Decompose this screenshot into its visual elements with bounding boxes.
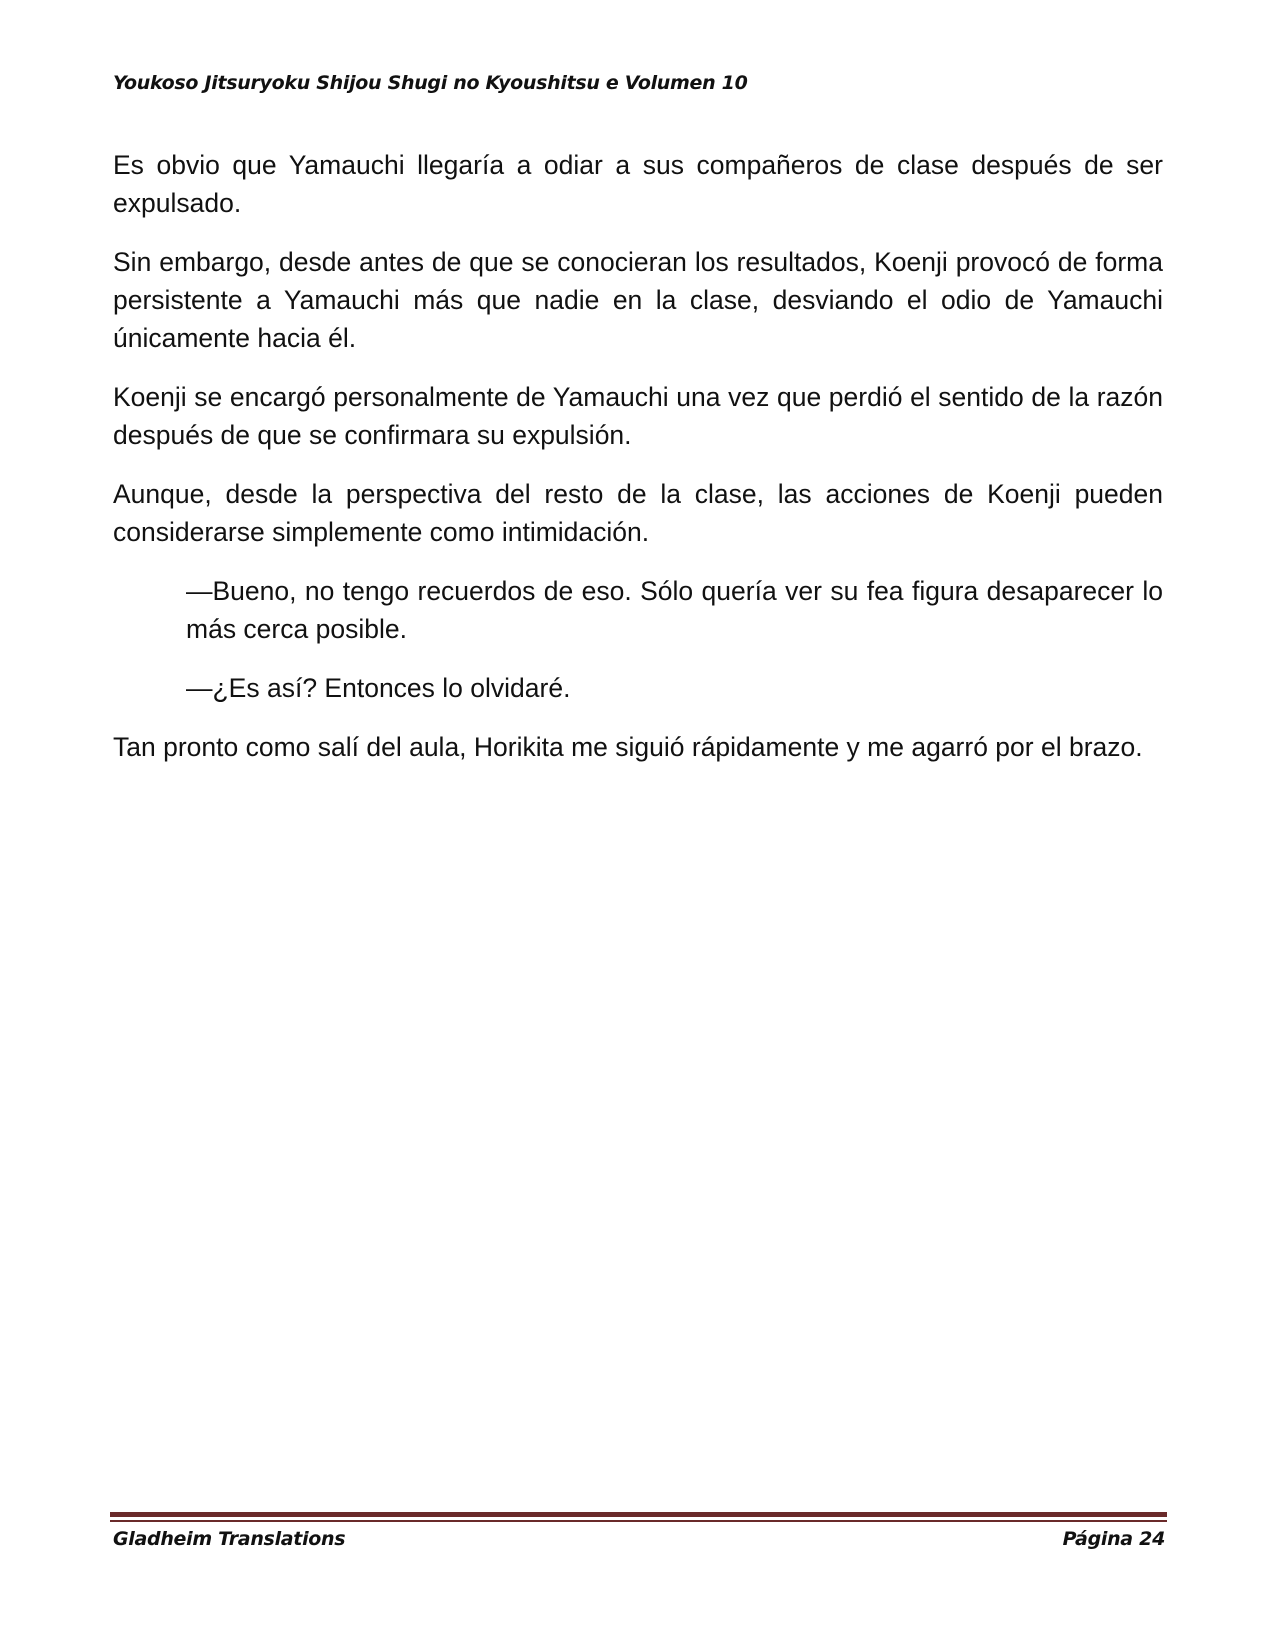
footer-publisher: Gladheim Translations <box>113 1528 346 1550</box>
page-body <box>113 146 1163 787</box>
page-number: Página 24 <box>1062 1528 1165 1550</box>
body-paragraph: Tan pronto como salí del aula, Horikita me siguió rápidamente y me agarró por el brazo. <box>113 732 1143 762</box>
body-paragraph: Es obvio que Yamauchi llegaría a odiar a sus compañeros de clase después de ser expulsado. <box>113 150 1163 218</box>
footer-divider <box>110 1512 1167 1517</box>
running-header: Youkoso Jitsuryoku Shijou Shugi no Kyoushitsu e Volumen 10 <box>113 72 748 94</box>
dialogue-line: —¿Es así? Entonces lo olvidaré. <box>186 673 571 703</box>
footer-divider-thin <box>110 1520 1167 1522</box>
body-paragraph: Sin embargo, desde antes de que se conocieran los resultados, Koenji provocó de forma persistente a Yamauchi más que nadie en la clase, desviando el odio de Yamauchi únicamente hacia él. <box>113 247 1163 353</box>
body-paragraph: Koenji se encargó personalmente de Yamauchi una vez que perdió el sentido de la razón después de que se confirmara su expulsión. <box>113 382 1163 450</box>
body-paragraph: Aunque, desde la perspectiva del resto de la clase, las acciones de Koenji pueden considerarse simplemente como intimidación. <box>113 479 1163 547</box>
dialogue-line: —Bueno, no tengo recuerdos de eso. Sólo quería ver su fea figura desaparecer lo más cerca posible. <box>186 576 1163 644</box>
